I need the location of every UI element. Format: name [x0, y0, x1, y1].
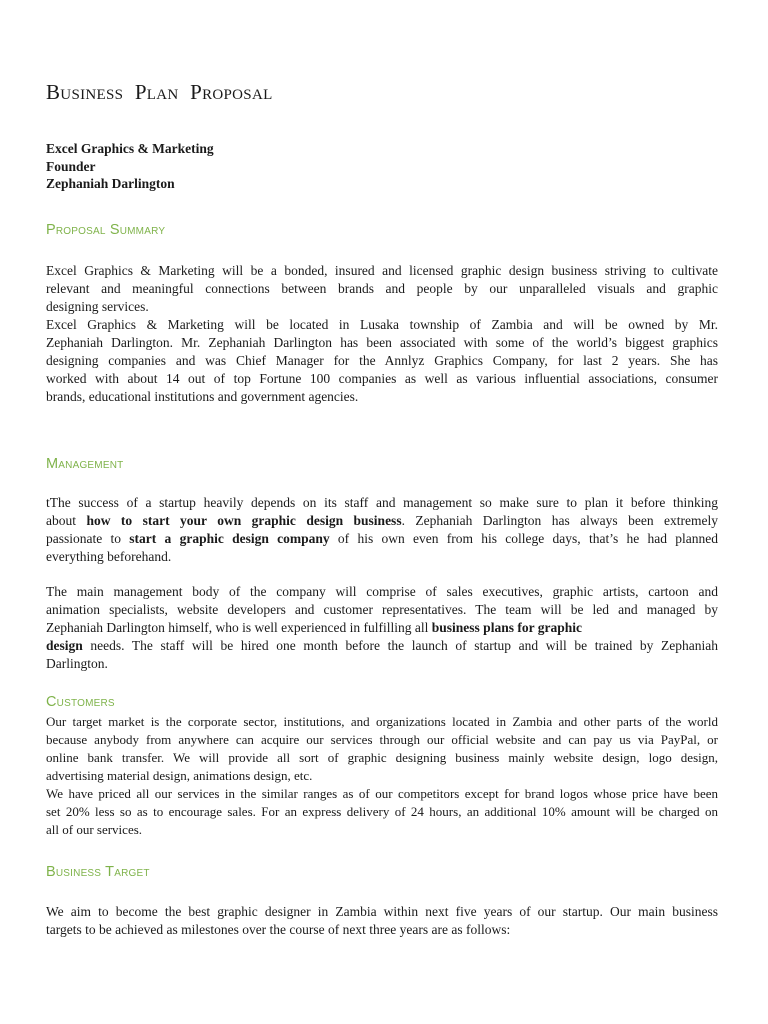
text-line: because anybody from anywhere can acquire our services through our official website and can pay us via PayPal, or	[46, 732, 718, 747]
text-line: design needs. The staff will be hired one month before the launch of startup and will be trained by Zephaniah	[46, 638, 718, 653]
text-line: Excel Graphics & Marketing will be located in Lusaka township of Zambia and will be owned by Mr.	[46, 317, 718, 332]
text-line: Our target market is the corporate sector, institutions, and organizations located in Zambia and other parts of the world	[46, 714, 718, 729]
text-line: about how to start your own graphic design business. Zephaniah Darlington has always been extremely	[46, 513, 719, 528]
proposal-summary-paragraph	[46, 262, 718, 406]
text-line: set 20% less so as to encourage sales. For an express delivery of 24 hours, an additional 10% amount will be charged on	[46, 804, 718, 819]
text-line: designing services.	[46, 299, 149, 314]
text-line: The main management body of the company will comprise of sales executives, graphic artists, cartoon and	[46, 584, 718, 599]
text-line: tThe success of a startup heavily depends on its staff and management so make sure to plan it before thinking	[46, 495, 718, 510]
text-line: all of our services.	[46, 822, 143, 837]
text-line: brands, educational institutions and government agencies.	[46, 389, 359, 404]
text-line: everything beforehand.	[46, 549, 172, 564]
text-line: Zephaniah Darlington. Mr. Zephaniah Darlington has been associated with some of the world’s biggest graphics	[46, 335, 718, 350]
customers-paragraph	[46, 713, 718, 839]
text-line: Darlington.	[46, 656, 108, 671]
text-line: worked with about 14 out of top Fortune 100 companies as well as various influential associations, consumer	[46, 371, 718, 386]
text-line: Zephaniah Darlington himself, who is well experienced in fulfilling all business plans for graphic	[46, 620, 582, 635]
text-line: advertising material design, animations design, etc.	[46, 768, 313, 783]
founder-name: Zephaniah Darlington	[46, 176, 175, 191]
text-line: online bank transfer. We will provide all sort of graphic designing business mainly website design, logo design,	[46, 750, 718, 765]
section-heading-customers: Customers	[46, 694, 115, 710]
title-word: Proposal	[190, 80, 273, 104]
text-line: We have priced all our services in the similar ranges as of our competitors except for brand logos whose price have been	[46, 786, 718, 801]
founder-label: Founder	[46, 158, 96, 174]
text-line: Excel Graphics & Marketing will be a bonded, insured and licensed graphic design business striving to cultivate	[46, 263, 718, 278]
text-line: animation specialists, website developers and customer representatives. The team will be led and managed by	[46, 602, 718, 617]
text-line: targets to be achieved as milestones over the course of next three years are as follows:	[46, 922, 511, 937]
text-line: passionate to start a graphic design company of his own even from his college days, that’s he had planned	[46, 531, 718, 546]
business-target-paragraph	[46, 903, 718, 939]
title-word: Business	[46, 80, 124, 104]
bold-phrase: how to start your own graphic design business	[86, 513, 402, 528]
bold-phrase: business plans for graphic	[431, 620, 582, 635]
document-title	[46, 80, 718, 105]
section-heading-proposal-summary: Proposal Summary	[46, 222, 166, 238]
section-heading-management: Management	[46, 456, 124, 472]
bold-phrase: start a graphic design company	[129, 531, 330, 546]
text-line: designing companies and was Chief Manager for the Annlyz Graphics Company, for last 2 years. She has	[46, 353, 718, 368]
section-heading-business-target: Business Target	[46, 864, 150, 880]
text-line: We aim to become the best graphic designer in Zambia within next five years of our startup. Our main business	[46, 904, 718, 919]
company-name: Excel Graphics & Marketing	[46, 141, 214, 156]
organization-block	[46, 140, 718, 193]
title-word: Plan	[134, 80, 179, 104]
bold-phrase: design	[46, 638, 83, 653]
management-paragraph-2	[46, 583, 718, 673]
management-paragraph-1	[46, 494, 718, 566]
text-line: relevant and meaningful connections between brands and people by our unparalleled visuals and graphic	[46, 281, 718, 296]
